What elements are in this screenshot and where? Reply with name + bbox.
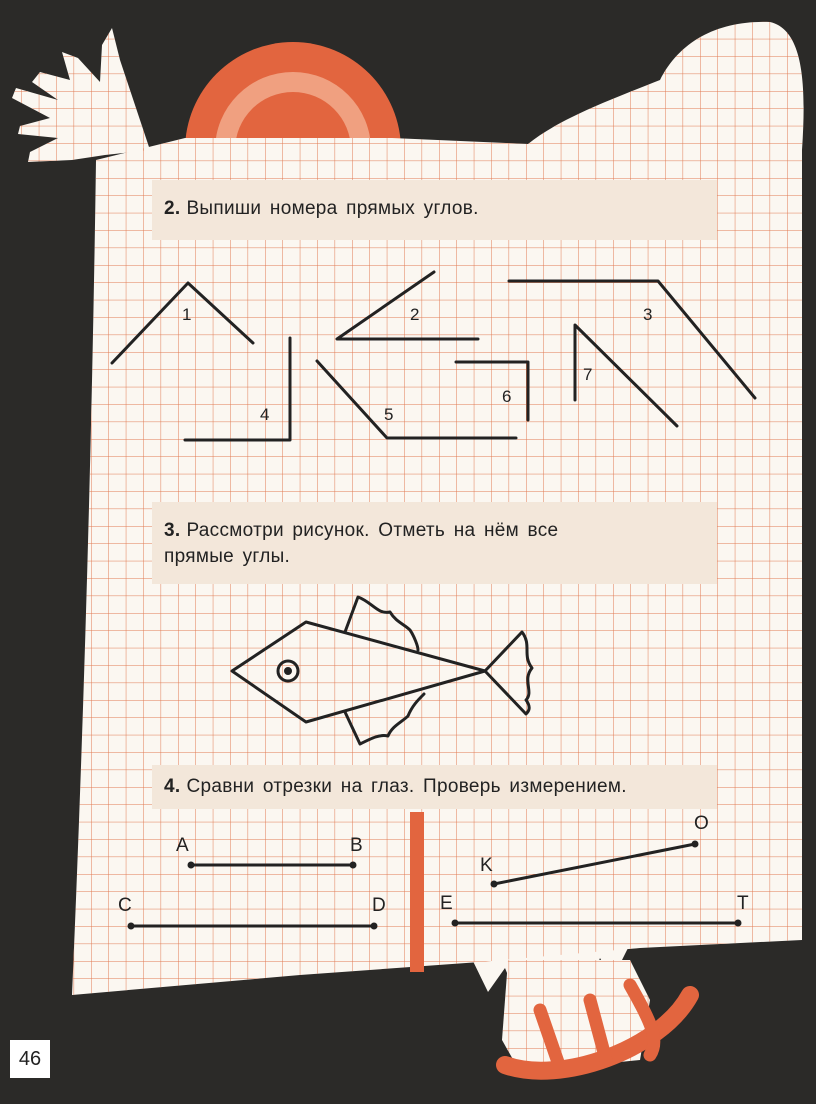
angle-label-4: 4: [260, 405, 270, 424]
point-label-c: C: [118, 895, 132, 916]
task3-line2: прямые углы.: [164, 546, 291, 567]
angle-label-2: 2: [410, 305, 420, 324]
point-label-t: T: [737, 893, 749, 914]
point-label-a: A: [176, 835, 189, 856]
point-label-o: O: [694, 813, 709, 834]
point-label-b: B: [350, 835, 363, 856]
angle-label-3: 3: [643, 305, 653, 324]
angle-label-1: 1: [182, 305, 192, 324]
task2-text: Выпиши номера прямых углов.: [186, 198, 479, 219]
angle-label-6: 6: [502, 387, 512, 406]
task3-panel: [152, 502, 717, 584]
angle-label-7: 7: [583, 365, 593, 384]
angle-label-5: 5: [384, 405, 394, 424]
orange-divider: [410, 812, 424, 972]
point-label-e: E: [440, 893, 453, 914]
task3-line1: Рассмотри рисунок. Отметь на нём все: [186, 520, 559, 541]
fish-eye-inner: [286, 669, 291, 674]
task2-panel: [152, 180, 717, 240]
task2-number: 2.: [164, 198, 181, 219]
task4-number: 4.: [164, 776, 181, 797]
point-label-d: D: [372, 895, 386, 916]
task4-text: Сравни отрезки на глаз. Проверь измерением.: [186, 776, 627, 797]
page-number: 46: [10, 1040, 50, 1078]
task4-panel: [152, 765, 717, 809]
task3-number: 3.: [164, 520, 181, 541]
point-label-k: K: [480, 855, 493, 876]
